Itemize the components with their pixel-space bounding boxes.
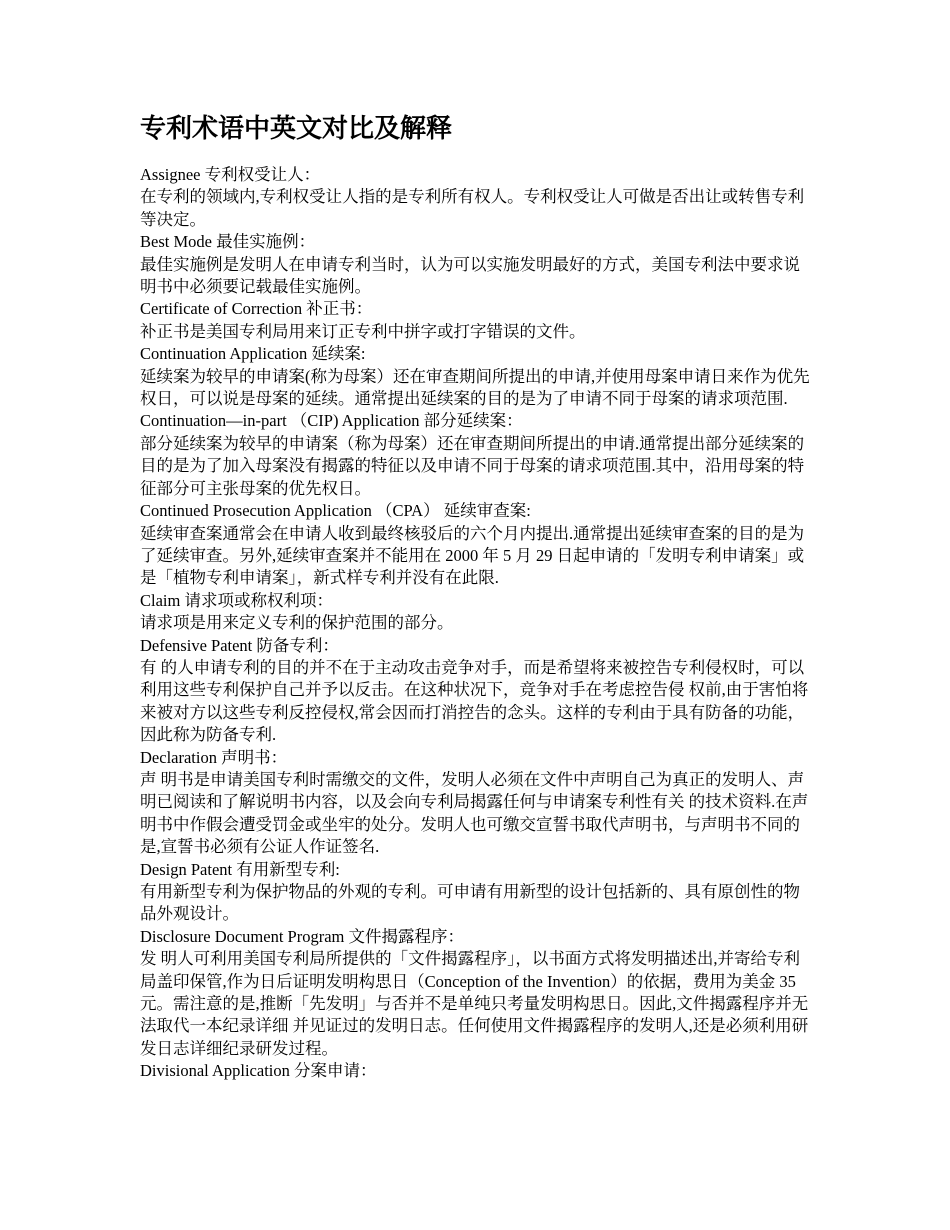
entry-term: Divisional Application 分案申请： <box>140 1061 377 1081</box>
glossary-entry <box>140 164 816 231</box>
glossary-entry <box>140 747 816 859</box>
entry-description: 延续案为较早的申请案(称为母案）还在审查期间所提出的申请,并使用母案申请日来作为优先权日，可以说是母案的延续。通常提出延续案的目的是为了申请不同于母案的请求项范围. <box>140 366 810 409</box>
entry-description: 延续审查案通常会在申请人收到最终核驳后的六个月内提出.通常提出延续审查案的目的是为了延续审查。另外,延续审查案并不能用在 2000 年 5 月 29 日起申请的「发明专利申请案」或是「植物专利申请案」，新式样专利并没有在此限. <box>140 523 805 588</box>
entry-term: Continued Prosecution Application （CPA） 延续审查案: <box>140 501 531 521</box>
entry-description: 声 明书是申请美国专利时需缴交的文件，发明人必须在文件中声明自己为真正的发明人、声明已阅读和了解说明书内容，以及会向专利局揭露任何与申请案专利性有关 的技术资料.在声明书中作假会遭受罚金或坐牢的处分。发明人也可缴交宣誓书取代声明书，与声明书不同的是,宣誓书必须有公证人作证签名. <box>140 769 809 857</box>
entry-description: 补正书是美国专利局用来订正专利中拼字或打字错误的文件。 <box>140 321 586 341</box>
glossary-entry <box>140 926 816 1060</box>
glossary-entry <box>140 298 816 343</box>
entry-term: Continuation—in-part （CIP) Application 部分延续案： <box>140 411 523 431</box>
glossary-entry <box>140 590 816 635</box>
entry-term: Best Mode 最佳实施例： <box>140 232 316 252</box>
document-title: 专利术语中英文对比及解释 <box>140 114 453 143</box>
entry-description: 有用新型专利为保护物品的外观的专利。可申请有用新型的设计包括新的、具有原创性的物品外观设计。 <box>140 882 800 924</box>
entry-description: 最佳实施例是发明人在申请专利当时，认为可以实施发明最好的方式，美国专利法中要求说明书中必须要记载最佳实施例。 <box>140 254 800 297</box>
glossary-entry <box>140 859 816 926</box>
glossary-entry <box>140 410 816 500</box>
glossary-entry <box>140 500 816 590</box>
entry-term: Continuation Application 延续案: <box>140 344 366 364</box>
entry-term: Disclosure Document Program 文件揭露程序： <box>140 926 464 946</box>
glossary-entry <box>140 635 816 747</box>
document-page <box>140 112 816 1083</box>
entry-term: Declaration 声明书： <box>140 747 288 767</box>
glossary-entry <box>140 1060 816 1082</box>
entry-description: 请求项是用来定义专利的保护范围的部分。 <box>140 613 454 633</box>
entry-term: Claim 请求项或称权利项： <box>140 590 333 610</box>
entry-term: Assignee 专利权受让人： <box>140 165 321 184</box>
glossary-entry <box>140 343 816 410</box>
entry-description: 发 明人可利用美国专利局所提供的「文件揭露程序」，以书面方式将发明描述出,并寄给专利局盖印保管,作为日后证明发明构思日（Conception of the Invention）的依据，费用为美金 35 元。需注意的是,推断「先发明」与否并不是单纯只考量发明构思日。因此,文件揭露程序并无法取代一本纪录详细 并见证过的发明日志。任何使用文件揭露程序的发明人,还是必须利用研发日志详细纪录研发过程。 <box>140 949 809 1058</box>
glossary-entry <box>140 231 816 298</box>
entry-term: Defensive Patent 防备专利： <box>140 635 339 655</box>
entry-description: 部分延续案为较早的申请案（称为母案）还在审查期间所提出的申请.通常提出部分延续案的目的是为了加入母案没有揭露的特征以及申请不同于母案的请求项范围.其中，沿用母案的特征部分可主张母案的优先权日。 <box>140 433 805 498</box>
entry-description: 有 的人申请专利的目的并不在于主动攻击竞争对手，而是希望将来被控告专利侵权时，可以利用这些专利保护自己并予以反击。在这种状况下，竞争对手在考虑控告侵 权前,由于害怕将来被对方以这些专利反控侵权,常会因而打消控告的念头。这样的专利由于具有防备的功能，因此称为防备专利. <box>140 657 809 745</box>
entry-description: 在专利的领域内,专利权受让人指的是专利所有权人。专利权受让人可做是否出让或转售专利等决定。 <box>140 187 805 229</box>
entry-term: Certificate of Correction 补正书： <box>140 299 373 319</box>
entry-term: Design Patent 有用新型专利: <box>140 859 340 879</box>
